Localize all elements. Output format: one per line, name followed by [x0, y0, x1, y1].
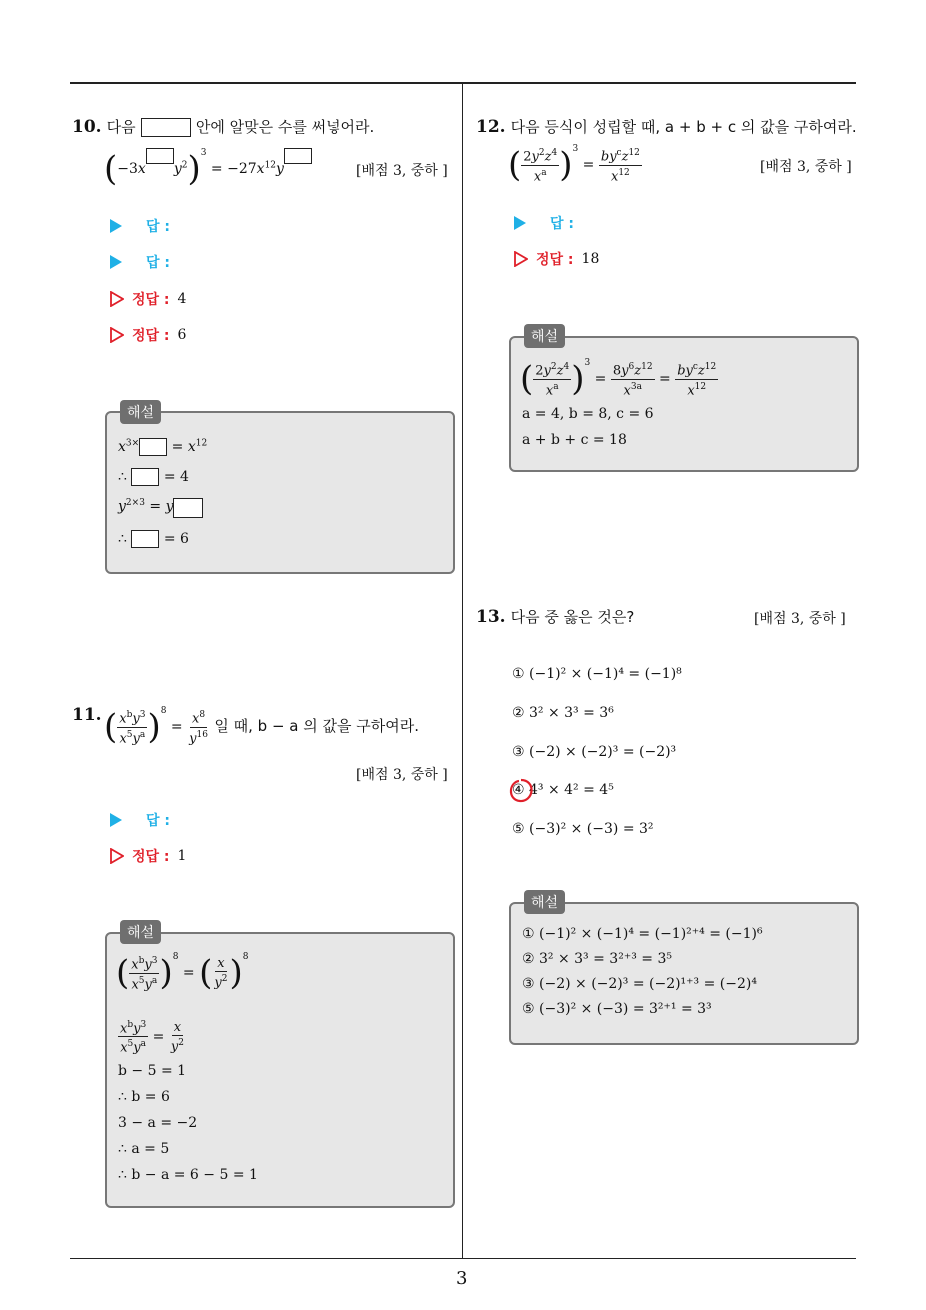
solution-line: a = 4, b = 8, c = 6 — [522, 406, 654, 422]
question-11-equation: ( $\frac{x^by^3}{x^5y^a}$ )$^8$ = $\frac{x^8}{y^{16}}$ 일 때, b − a 의 값을 구하여라. — [104, 706, 419, 747]
question-text-pre: 다음 — [106, 118, 136, 136]
solution-tag: 해설 — [120, 920, 161, 944]
outline-triangle-icon — [514, 251, 528, 267]
score-label: [배점 3, 중하 ] — [760, 159, 852, 175]
option-5[interactable]: ⑤ (−3)² × (−3) = 3² — [512, 821, 654, 837]
score-label: [배점 3, 중하 ] — [356, 767, 448, 783]
bottom-rule — [70, 1258, 856, 1259]
answer-line-1: 답 : — [110, 216, 170, 236]
solution-line: ∴ b = 6 — [118, 1089, 170, 1105]
solution-line: ∴ b − a = 6 − 5 = 1 — [118, 1167, 258, 1183]
page-number: 3 — [456, 1268, 468, 1289]
question-10-equation: (−3x $y^2)^3 = -27x^{12}y$ — [104, 148, 312, 184]
question-11 — [72, 705, 102, 725]
solution-box — [509, 902, 859, 1045]
solution-line: 3 − a = −2 — [118, 1115, 198, 1131]
question-number: 13. — [476, 607, 506, 627]
play-icon — [514, 216, 526, 230]
solution-line: ∴ = 6 — [118, 531, 189, 547]
selected-circle-mark — [507, 777, 535, 805]
question-number: 10. — [72, 117, 102, 137]
solution-box — [509, 336, 859, 472]
blank-box — [141, 118, 191, 137]
question-12 — [476, 116, 857, 137]
option-3[interactable]: ③ (−2) × (−2)³ = (−2)³ — [512, 744, 677, 760]
question-number: 12. — [476, 117, 506, 137]
question-text: 다음 등식이 성립할 때, a + b + c 의 값을 구하여라. — [510, 118, 857, 136]
question-text: 일 때, b − a 의 값을 구하여라. — [214, 717, 419, 735]
play-icon — [110, 219, 122, 233]
question-text: 다음 중 옳은 것은? — [510, 608, 635, 626]
top-rule — [70, 82, 856, 84]
option-2[interactable]: ② 3² × 3³ = 3⁶ — [512, 705, 614, 721]
option-4[interactable]: ④ 4³ × 4² = 4⁵ — [512, 782, 614, 798]
outline-triangle-icon — [110, 848, 124, 864]
correct-line: 정답 : 1 — [110, 846, 186, 866]
solution-line: ③ (−2) × (−2)³ = (−2)¹⁺³ = (−2)⁴ — [522, 976, 757, 992]
solution-line: b − 5 = 1 — [118, 1063, 187, 1079]
solution-line: $x^{3\times} = x^{12}$ — [118, 438, 208, 455]
solution-line: $\frac{x^by^3}{x^5y^a}$ = $\frac{x}{y^2}$ — [120, 1019, 184, 1056]
answer-line-2: 답 : — [110, 252, 170, 272]
option-1[interactable]: ① (−1)² × (−1)⁴ = (−1)⁸ — [512, 666, 682, 682]
solution-line: ② 3² × 3³ = 3²⁺³ = 3⁵ — [522, 951, 672, 967]
question-number: 11. — [72, 705, 102, 725]
question-10 — [72, 116, 374, 137]
correct-line-1: 정답 : 4 — [110, 289, 186, 309]
outline-triangle-icon — [110, 291, 124, 307]
outline-triangle-icon — [110, 327, 124, 343]
answer-line: 답 : — [110, 810, 170, 830]
question-text-post: 안에 알맞은 수를 써넣어라. — [195, 118, 375, 136]
solution-line: ∴ = 4 — [118, 469, 189, 485]
solution-line: ⑤ (−3)² × (−3) = 3²⁺¹ = 3³ — [522, 1001, 712, 1017]
solution-box — [105, 411, 455, 574]
solution-line: a + b + c = 18 — [522, 432, 627, 448]
score-label: [배점 3, 중하 ] — [754, 611, 846, 627]
play-icon — [110, 813, 122, 827]
correct-line: 정답 : 18 — [514, 249, 599, 269]
solution-line: ( $\frac{x^by^3}{x^5y^a}$ )$^8$ = ( $\frac{x}{y^2}$ )$^8$ — [116, 952, 249, 993]
column-divider — [462, 84, 463, 1259]
solution-line: ∴ a = 5 — [118, 1141, 170, 1157]
solution-line: $y^{2\times 3} = y$ — [118, 498, 203, 518]
question-13 — [476, 606, 634, 627]
correct-line-2: 정답 : 6 — [110, 325, 186, 345]
question-12-equation: ( $\frac{2y^2z^4}{x^a}$ )$^3$ = $\frac{by^cz^{12}}{x^{12}}$ — [508, 144, 640, 185]
solution-line: ① (−1)² × (−1)⁴ = (−1)²⁺⁴ = (−1)⁶ — [522, 926, 763, 942]
play-icon — [110, 255, 122, 269]
solution-tag: 해설 — [524, 324, 565, 348]
answer-line: 답 : — [514, 213, 574, 233]
solution-line: ( $\frac{2y^2z^4}{x^a}$ )$^3$ = $\frac{8y^6z^{12}}{x^{3a}}$ = $\frac{by^cz^{12}}{x^{12}}$ — [520, 358, 717, 399]
solution-tag: 해설 — [120, 400, 161, 424]
solution-tag: 해설 — [524, 890, 565, 914]
score-label: [배점 3, 중하 ] — [356, 163, 448, 179]
